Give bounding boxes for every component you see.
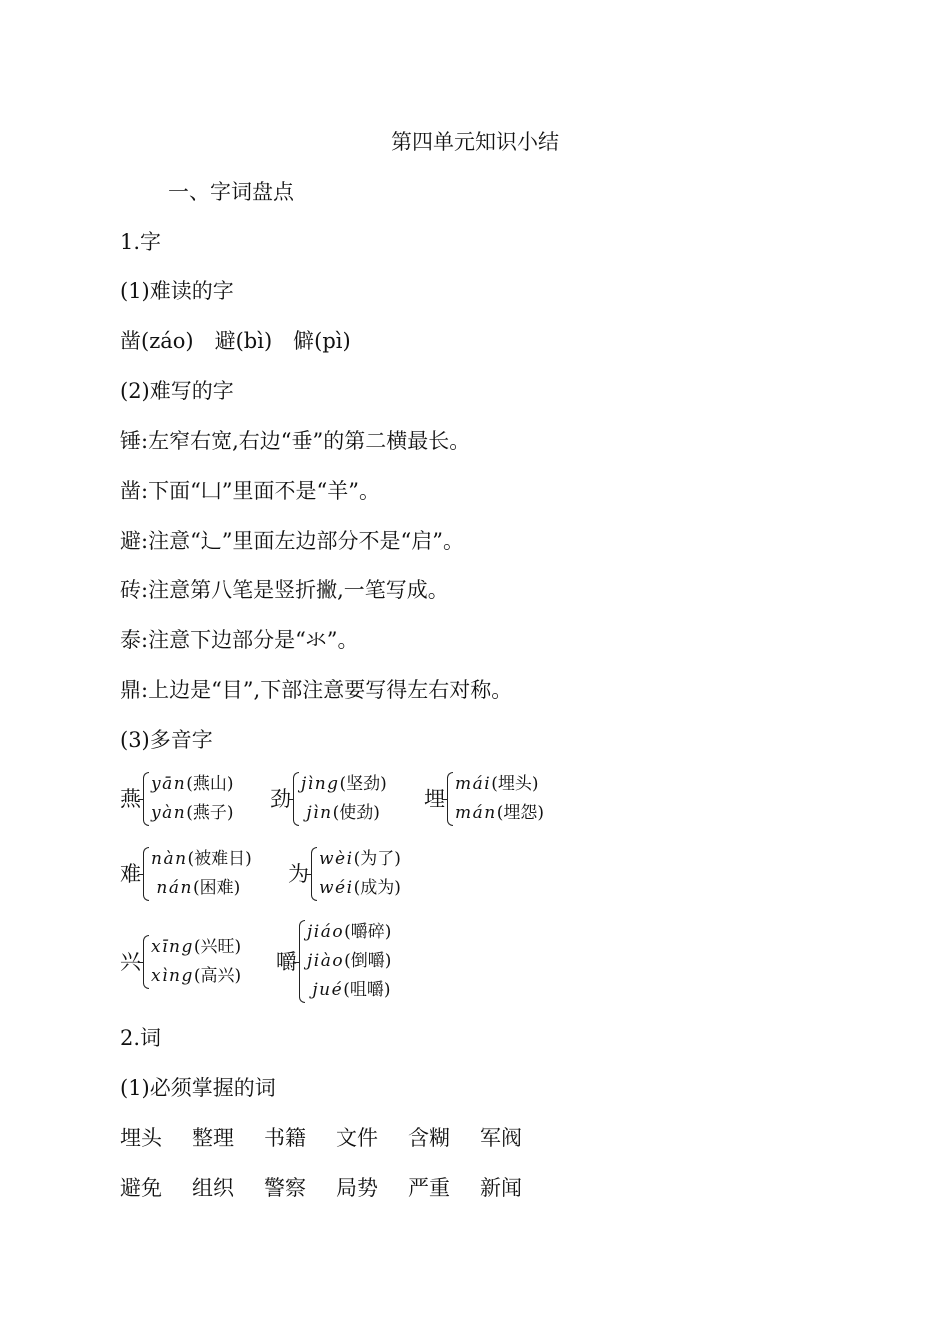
hard-write-line: 锤:左窄右宽,右边“垂”的第二横最长。	[120, 429, 471, 453]
polyphone-char: 嚼	[276, 949, 297, 974]
vocab-word: 军阀	[480, 1126, 522, 1150]
example-word: (使劲)	[332, 803, 380, 823]
word-row	[120, 1124, 552, 1152]
example-word: (燕子)	[186, 803, 234, 823]
polyphone-char: 劲	[270, 787, 291, 811]
pinyin: yàn	[151, 803, 187, 823]
vocab-word: 严重	[408, 1176, 450, 1200]
brace-icon	[143, 847, 149, 901]
pinyin: jué	[312, 980, 344, 1000]
example-word: (被难日)	[187, 849, 252, 869]
hard-read-chars: 凿(záo) 避(bì) 僻(pì)	[120, 329, 351, 353]
polyphone-char: 埋	[424, 787, 445, 811]
item-heading: (2)难写的字	[120, 379, 234, 403]
vocab-word: 组织	[192, 1176, 234, 1200]
pinyin: mán	[455, 803, 497, 823]
vocab-word: 警察	[264, 1176, 306, 1200]
example-word: (倒嚼)	[344, 951, 392, 971]
hard-write-line: 泰:注意下边部分是“氺”。	[120, 628, 359, 652]
polyphone-group	[120, 770, 233, 828]
pinyin: wéi	[319, 878, 354, 898]
vocab-word: 文件	[336, 1126, 378, 1150]
vocab-word: 避免	[120, 1176, 162, 1200]
pinyin: yān	[151, 774, 187, 794]
pinyin: nán	[156, 878, 193, 898]
pinyin: nàn	[151, 849, 188, 869]
item-heading: (1)难读的字	[120, 279, 234, 303]
example-word: (咀嚼)	[343, 980, 391, 1000]
pinyin: mái	[455, 774, 492, 794]
polyphone-group	[288, 845, 401, 903]
example-word: (兴旺)	[193, 937, 242, 957]
brace-icon	[293, 772, 299, 826]
subsection-heading: 2.词	[120, 1026, 162, 1050]
section-heading: 一、字词盘点	[168, 180, 294, 204]
example-word: (坚劲)	[339, 774, 387, 794]
polyphone-char: 燕	[120, 787, 141, 811]
vocab-word: 埋头	[120, 1126, 162, 1150]
item-heading: (1)必须掌握的词	[120, 1076, 276, 1100]
brace-icon	[311, 847, 317, 901]
brace-icon	[299, 920, 305, 1003]
page-title: 第四单元知识小结	[391, 130, 559, 154]
polyphone-group	[120, 845, 252, 903]
example-word: (高兴)	[193, 966, 242, 986]
brace-icon	[143, 935, 149, 989]
brace-icon	[447, 772, 453, 826]
polyphone-char: 兴	[120, 950, 141, 974]
vocab-word: 含糊	[408, 1126, 450, 1150]
polyphone-group	[270, 770, 387, 828]
example-word: (嚼碎)	[344, 922, 392, 942]
polyphone-char: 难	[120, 862, 141, 886]
pinyin: jiào	[307, 951, 345, 971]
polyphone-group	[120, 933, 241, 991]
brace-icon	[143, 772, 149, 826]
example-word: (燕山)	[186, 774, 234, 794]
pinyin: wèi	[319, 849, 354, 869]
vocab-word: 整理	[192, 1126, 234, 1150]
vocab-word: 新闻	[480, 1176, 522, 1200]
pinyin: xìng	[151, 966, 194, 986]
hard-write-line: 避:注意“辶”里面左边部分不是“启”。	[120, 529, 465, 553]
example-word: (埋头)	[491, 774, 539, 794]
example-word: (成为)	[353, 878, 401, 898]
polyphone-group	[276, 918, 391, 1005]
hard-write-line: 砖:注意第八笔是竖折撇,一笔写成。	[120, 578, 449, 602]
word-row	[120, 1174, 552, 1202]
polyphone-group	[424, 770, 544, 828]
vocab-word: 书籍	[264, 1126, 306, 1150]
pinyin: jiáo	[307, 922, 345, 942]
item-heading: (3)多音字	[120, 728, 213, 752]
polyphone-char: 为	[288, 862, 309, 886]
subsection-heading: 1.字	[120, 230, 162, 254]
example-word: (为了)	[353, 849, 401, 869]
vocab-word: 局势	[336, 1176, 378, 1200]
hard-write-line: 鼎:上边是“目”,下部注意要写得左右对称。	[120, 678, 513, 702]
example-word: (埋怨)	[496, 803, 544, 823]
pinyin: xīng	[151, 937, 194, 957]
example-word: (困难)	[192, 878, 241, 898]
hard-write-line: 凿:下面“凵”里面不是“羊”。	[120, 479, 381, 503]
pinyin: jìng	[301, 774, 340, 794]
pinyin: jìn	[306, 803, 333, 823]
